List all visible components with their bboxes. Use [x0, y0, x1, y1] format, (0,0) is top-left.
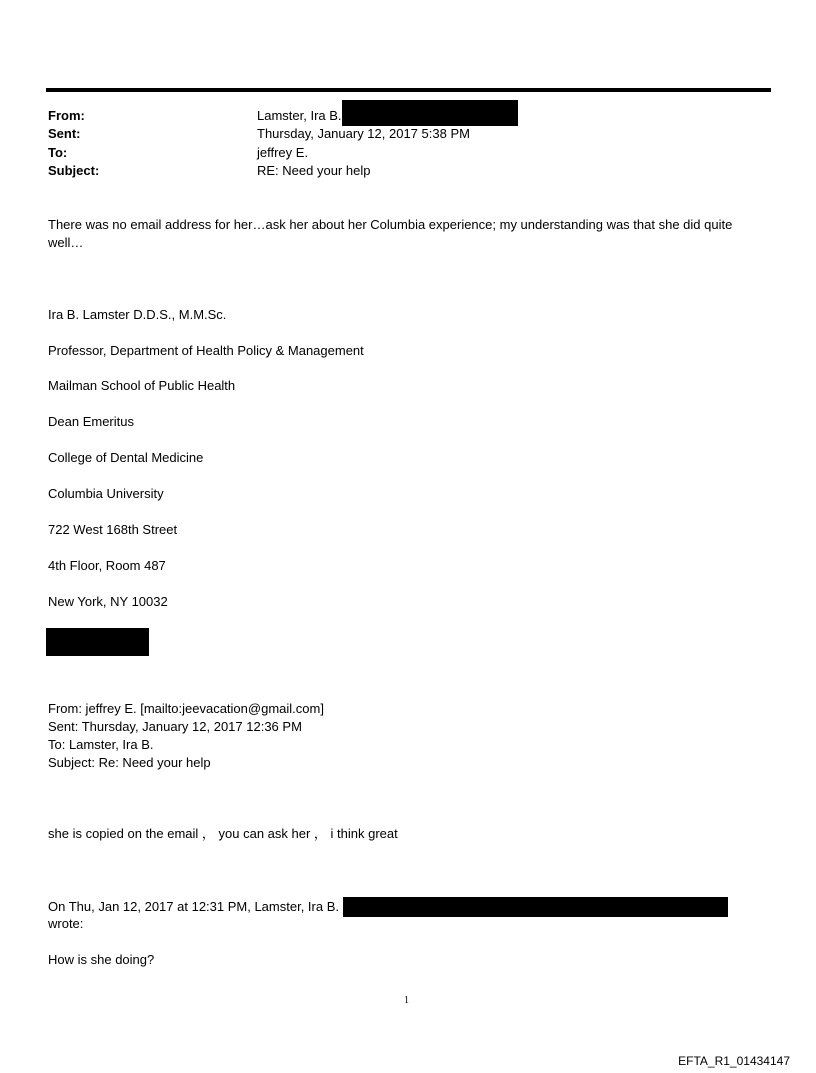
redaction-from-email [342, 100, 518, 126]
quoted-to: To: Lamster, Ira B. [48, 737, 154, 752]
signature-name: Ira B. Lamster D.D.S., M.M.Sc. [48, 307, 227, 322]
page-number: 1 [404, 995, 409, 1006]
from-value: Lamster, Ira B. [257, 108, 342, 123]
quoted-subject: Subject: Re: Need your help [48, 755, 211, 770]
to-label: To: [48, 145, 68, 160]
signature-school: Mailman School of Public Health [48, 378, 236, 393]
quoted-on-line: On Thu, Jan 12, 2017 at 12:31 PM, Lamster, Ira B. [48, 899, 339, 914]
signature-title: Professor, Department of Health Policy & Management [48, 343, 364, 358]
quoted-wrote: wrote: [48, 916, 84, 931]
message-body: There was no email address for her…ask her about her Columbia experience; my understanding was that she did quite well… [48, 217, 733, 250]
signature-street: 722 West 168th Street [48, 522, 178, 537]
redaction-quoted-email [343, 897, 728, 917]
bates-number: EFTA_R1_01434147 [678, 1054, 790, 1068]
quoted-from: From: jeffrey E. [mailto:jeevacation@gmail.com] [48, 701, 324, 716]
to-value: jeffrey E. [257, 145, 309, 160]
subject-value: RE: Need your help [257, 163, 371, 178]
signature-floor: 4th Floor, Room 487 [48, 558, 166, 573]
quoted-sent: Sent: Thursday, January 12, 2017 12:36 PM [48, 719, 302, 734]
from-label: From: [48, 108, 85, 123]
sent-value: Thursday, January 12, 2017 5:38 PM [257, 126, 470, 141]
quoted-question: How is she doing? [48, 952, 155, 967]
signature-university: Columbia University [48, 486, 164, 501]
quoted-reply: she is copied on the email ， you can ask her ， i think great [48, 826, 398, 841]
redaction-phone [46, 628, 149, 656]
signature-college: College of Dental Medicine [48, 450, 204, 465]
signature-city: New York, NY 10032 [48, 594, 168, 609]
subject-label: Subject: [48, 163, 100, 178]
signature-role: Dean Emeritus [48, 414, 134, 429]
sent-label: Sent: [48, 126, 81, 141]
header-rule [46, 88, 771, 92]
